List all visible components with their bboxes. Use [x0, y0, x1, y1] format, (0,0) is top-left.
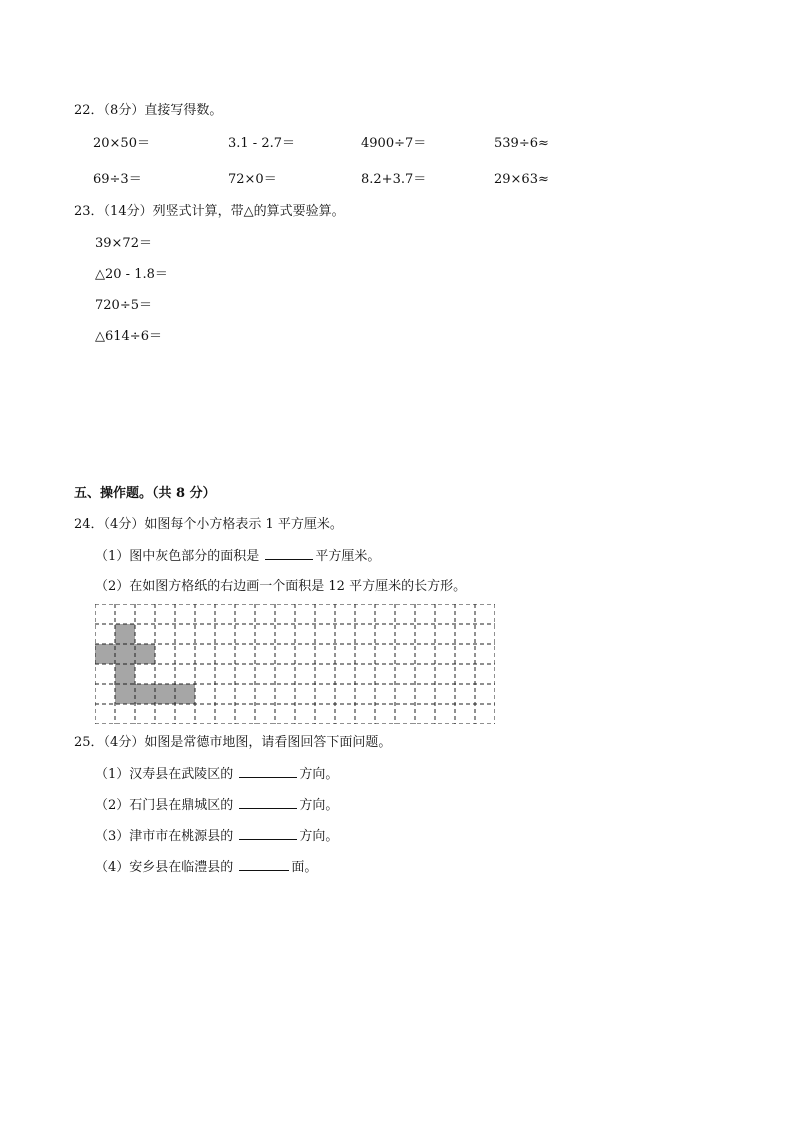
answer-blank[interactable] [239, 827, 297, 840]
question-23-title: 23．（14分）列竖式计算，带△的算式要验算。 [74, 204, 345, 219]
grid-svg [95, 604, 495, 724]
q22-row2-item4: 29×63≈ [494, 172, 549, 187]
q25-part4 [95, 858, 317, 877]
q24-part1 [95, 547, 380, 566]
q23-item3: 720÷5＝ [95, 298, 152, 313]
q25-part2-prefix: （2）石门县在鼎城区的 [95, 798, 238, 813]
answer-blank[interactable] [265, 547, 313, 560]
q23-item4: △614÷6＝ [95, 329, 162, 344]
q25-part3 [95, 827, 338, 846]
shaded-cell [175, 684, 195, 704]
shaded-cell [155, 684, 175, 704]
q25-part3-suffix: 方向。 [299, 829, 339, 844]
shaded-cell [135, 684, 155, 704]
q22-row1-item1: 20×50＝ [93, 136, 150, 151]
answer-blank[interactable] [239, 796, 297, 809]
shaded-cell [115, 644, 135, 664]
q22-row2-item1: 69÷3＝ [93, 172, 142, 187]
q25-part4-suffix: 面。 [291, 860, 318, 875]
q24-part2: （2）在如图方格纸的右边画一个面积是 12 平方厘米的长方形。 [95, 579, 467, 594]
shaded-cell [135, 644, 155, 664]
q23-item1: 39×72＝ [95, 236, 152, 251]
question-24-title: 24．（4分）如图每个小方格表示 1 平方厘米。 [74, 517, 343, 532]
q22-row2-item2: 72×0＝ [228, 172, 277, 187]
q22-row1-item2: 3.1 - 2.7＝ [228, 136, 296, 151]
q22-row1-item4: 539÷6≈ [494, 136, 549, 151]
q25-part2-suffix: 方向。 [299, 798, 339, 813]
shaded-cell [115, 664, 135, 684]
q24-part1-suffix: 平方厘米。 [315, 549, 381, 564]
q25-part1-suffix: 方向。 [299, 767, 339, 782]
question-25-title: 25．（4分）如图是常德市地图，请看图回答下面问题。 [74, 735, 392, 750]
q22-row1-item3: 4900÷7＝ [361, 136, 427, 151]
question-22-title: 22．（8分）直接写得数。 [74, 103, 223, 118]
q24-part1-prefix: （1）图中灰色部分的面积是 [95, 549, 264, 564]
q22-row2-item3: 8.2+3.7＝ [361, 172, 427, 187]
q25-part2 [95, 796, 338, 815]
q25-part1-prefix: （1）汉寿县在武陵区的 [95, 767, 238, 782]
answer-blank[interactable] [239, 765, 297, 778]
shaded-cell [95, 644, 115, 664]
q25-part1 [95, 765, 338, 784]
section-5-title: 五、操作题。（共 8 分） [74, 486, 216, 501]
answer-blank[interactable] [239, 858, 289, 871]
q23-item2: △20 - 1.8＝ [95, 267, 168, 282]
q25-part3-prefix: （3）津市市在桃源县的 [95, 829, 238, 844]
q25-part4-prefix: （4）安乡县在临澧县的 [95, 860, 238, 875]
shaded-cell [115, 684, 135, 704]
square-grid-figure [95, 604, 495, 724]
shaded-cell [115, 624, 135, 644]
